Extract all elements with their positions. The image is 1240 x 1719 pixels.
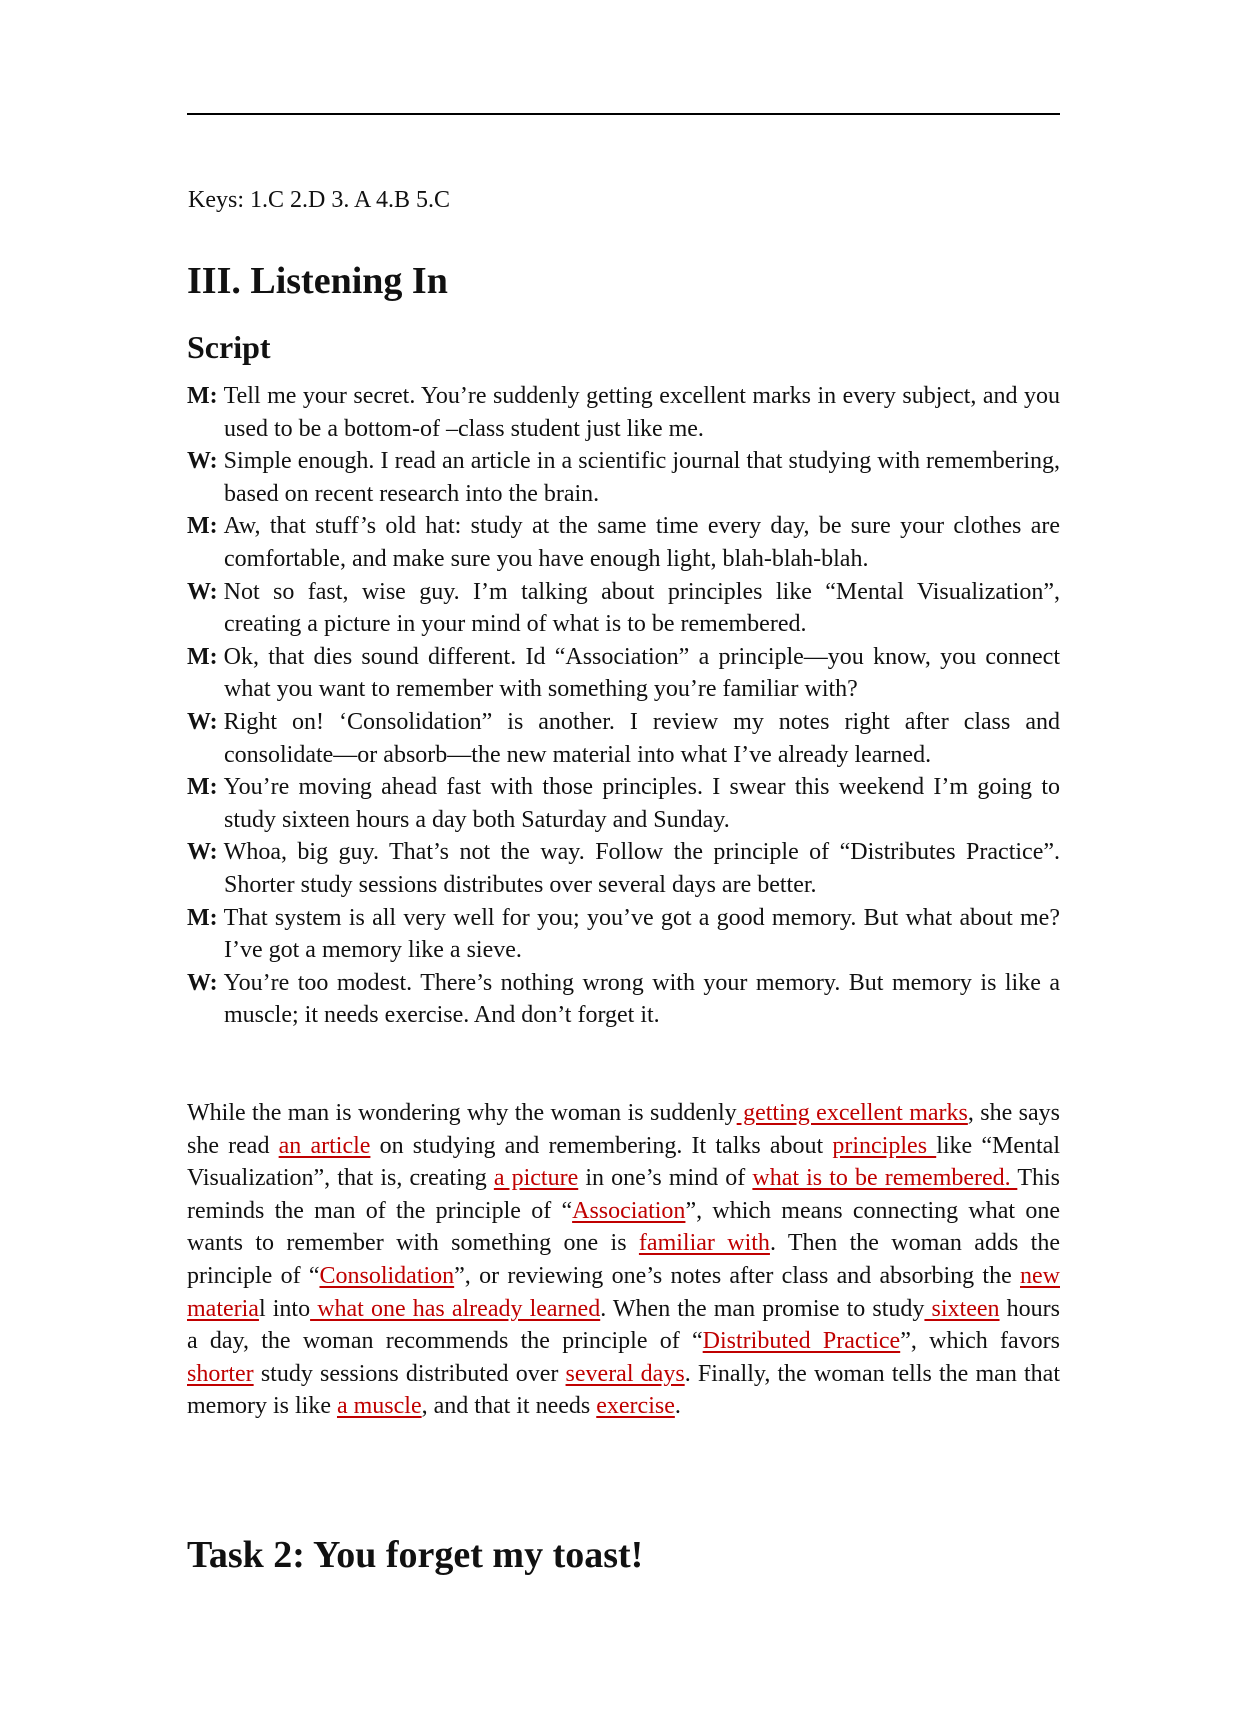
speaker-label: M: — [187, 643, 218, 670]
dialogue-line — [187, 967, 1060, 1032]
answer-blank: exercise — [596, 1393, 675, 1420]
answer-blank: shorter — [187, 1360, 254, 1387]
summary-text: ”, which means connecting what one wants to remember with something one is — [187, 1197, 1060, 1257]
summary-text: , and that it needs — [421, 1393, 597, 1420]
answer-blank: what one has already learned — [310, 1295, 601, 1322]
dialogue-line — [187, 380, 1060, 445]
answer-blank: a muscle — [336, 1393, 422, 1420]
summary-text: ”, or reviewing one’s notes after class and absorbing the — [454, 1262, 1021, 1289]
speaker-label: W: — [187, 708, 218, 735]
speaker-label: M: — [187, 383, 218, 409]
speaker-label: W: — [187, 839, 218, 866]
task-title: Task 2: You forget my toast! — [187, 1534, 644, 1576]
speaker-label: M: — [187, 904, 218, 931]
dialogue-text: Right on! ‘Consolidation” is another. I review my notes right after class and consolidate—or absorb—the new material into what I’ve already learned. — [223, 708, 1060, 768]
summary-paragraph — [187, 1097, 1060, 1423]
dialogue-text: You’re too modest. There’s nothing wrong with your memory. But memory is like a muscle; it needs exercise. And don’t forget it. — [223, 969, 1060, 1029]
answer-blank: new materia — [187, 1262, 1060, 1322]
header-rule — [187, 113, 1060, 115]
dialogue-text: Ok, that dies sound different. Id “Association” a principle—you know, you connect what you want to remember with something you’re familiar with? — [223, 643, 1060, 703]
dialogue-text: Simple enough. I read an article in a scientific journal that studying with remembering, based on recent research into the brain. — [223, 448, 1060, 507]
dialogue-text: Not so fast, wise guy. I’m talking about principles like “Mental Visualization”, creating a picture in your mind of what is to be remembered. — [223, 578, 1060, 638]
answer-blank: principles — [832, 1132, 937, 1159]
dialogue-line — [187, 641, 1060, 706]
dialogue-text: That system is all very well for you; you’ve got a good memory. But what about me? I’ve got a memory like a sieve. — [223, 904, 1060, 964]
summary-text: While the man is wondering why the woman is suddenly — [187, 1100, 737, 1126]
answer-blank: what is to be remembered. — [752, 1165, 1018, 1192]
speaker-label: M: — [187, 513, 218, 540]
summary-text: This reminds the man of the principle of “ — [187, 1165, 1060, 1224]
dialogue-line — [187, 836, 1060, 901]
dialogue-text: Whoa, big guy. That’s not the way. Follow the principle of “Distributes Practice”. Shorter study sessions distributes over several days are better. — [223, 839, 1060, 898]
summary-text: hours a day, the woman recommends the principle of “ — [187, 1295, 1060, 1355]
script-title: Script — [187, 329, 271, 365]
speaker-label: W: — [187, 969, 218, 996]
speaker-label: W: — [187, 578, 218, 605]
dialogue-line — [187, 576, 1060, 641]
answer-blank: Distributed Practice — [702, 1328, 901, 1355]
summary-text: like “Mental Visualization”, that is, creating — [187, 1132, 1060, 1192]
summary-text: ”, which favors — [900, 1328, 1060, 1355]
speaker-label: W: — [187, 448, 218, 475]
summary-text: on studying and remembering. It talks about — [370, 1132, 833, 1159]
summary-text: . Then the woman adds the principle of “ — [187, 1230, 1060, 1289]
answer-blank: Consolidation — [319, 1262, 455, 1289]
section-title: III. Listening In — [187, 260, 448, 302]
dialogue-line — [187, 706, 1060, 771]
answer-blank: sixteen — [924, 1295, 1000, 1322]
answer-blank: familiar with — [638, 1230, 770, 1257]
dialogue-line — [187, 771, 1060, 836]
answer-blank: a picture — [493, 1165, 579, 1192]
summary-text: . When the man promise to study — [600, 1295, 925, 1322]
summary-text: l into — [258, 1295, 311, 1322]
dialogue-text: You’re moving ahead fast with those principles. I swear this weekend I’m going to study sixteen hours a day both Saturday and Sunday. — [223, 774, 1060, 833]
summary-text: . Finally, the woman tells the man that memory is like — [187, 1360, 1060, 1420]
answer-blank: getting excellent marks — [736, 1100, 968, 1126]
answer-blank: Association — [572, 1197, 686, 1224]
dialogue-line — [187, 510, 1060, 575]
dialogue-script — [187, 380, 1060, 1032]
dialogue-line — [187, 902, 1060, 967]
dialogue-text: Tell me your secret. You’re suddenly getting excellent marks in every subject, and you used to be a bottom-of –class student just like me. — [223, 383, 1060, 442]
answer-blank: an article — [278, 1132, 371, 1159]
answer-keys: Keys: 1.C 2.D 3. A 4.B 5.C — [188, 187, 451, 213]
summary-text: study sessions distributed over — [253, 1360, 566, 1387]
dialogue-line — [187, 445, 1060, 510]
speaker-label: M: — [187, 774, 218, 801]
summary-text: . — [674, 1393, 681, 1420]
summary-text: in one’s mind of — [578, 1165, 753, 1192]
answer-blank: several days — [565, 1360, 685, 1387]
dialogue-text: Aw, that stuff’s old hat: study at the same time every day, be sure your clothes are comfortable, and make sure you have enough light, blah-blah-blah. — [223, 513, 1060, 572]
summary-text: , she says she read — [187, 1100, 1061, 1159]
